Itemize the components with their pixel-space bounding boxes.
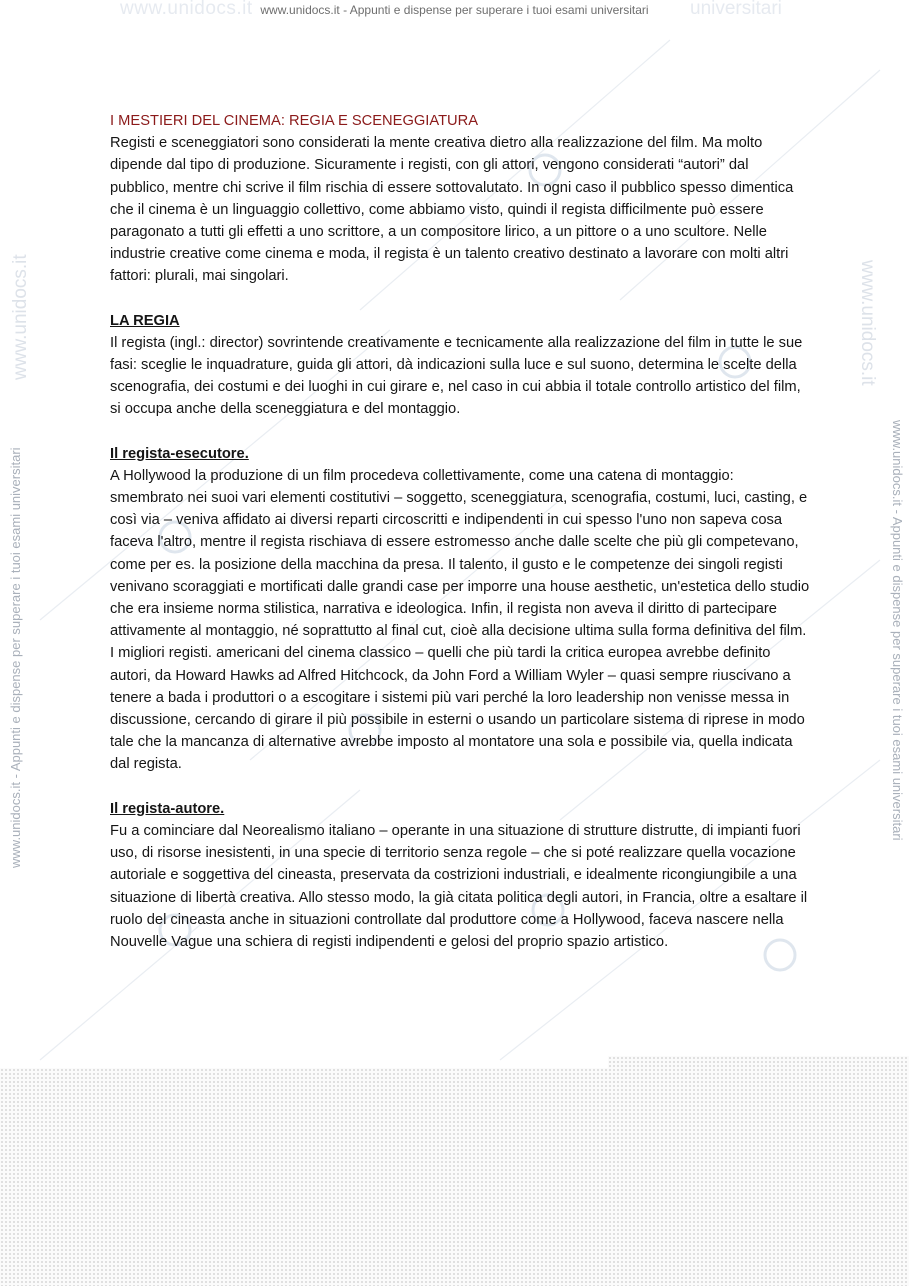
- section-heading-regista-esecutore: Il regista-esecutore.: [110, 445, 249, 462]
- intro-paragraph: Registi e sceneggiatori sono considerati la mente creativa dietro alla realizzazione del film. Ma molto dipende dal tipo di produzione. Sicuramente i registi, con gli attori, vengono considerati “autori” dal pubblico, mentre chi scrive il film rischia di essere sottovalutato. In ogni caso il pubblico spesso dimentica che il cinema è un linguaggio collettivo, come abbiamo visto, quindi il regista difficilmente può essere paragonato a tutti gli effetti a uno scrittore, a un compositore lirico, a un pittore o a uno scultore. Nelle industrie creative come cinema e moda, il regista è un talento creativo destinato a lavorare con molti altri fattori: plurali, mai singolari.: [110, 135, 794, 285]
- header-watermark-ghost-left: www.unidocs.it: [120, 0, 253, 19]
- right-watermark-ghost: www.unidocs.it: [857, 260, 878, 386]
- section-body-regista-autore: Fu a cominciare dal Neorealismo italiano – operante in una situazione di strutture distrutte, di impianti fuori uso, di risorse inesistenti, in una specie di territorio senza regole – che si poté realizzare quella vocazione autoriale e soggettiva del cineasta, preservata da costrizioni industriali, e idealmente ricongiungibile a una situazione di libertà creativa. Allo stesso modo, la già citata politica degli autori, in Francia, oltre a esaltare il ruolo del cineasta anche in situazioni controllate dal produttore come a Hollywood, faceva nascere nella Nouvelle Vague una schiera di registi indipendenti e gelosi del proprio spazio artistico.: [110, 822, 808, 950]
- section-heading-la-regia: LA REGIA: [110, 312, 180, 329]
- section-body-la-regia: Il regista (ingl.: director) sovrintende creativamente e tecnicamente alla realizzazione del film in tutte le sue fasi: sceglie le inquadrature, guida gli attori, dà indicazioni sulla luce e sul suono, determina le scelte della scenografia, dei costumi e dei luoghi in cui girare e, nel caso in cui abbia il totale controllo artistico del film, si occupa anche della sceneggiatura e del montaggio.: [110, 334, 803, 418]
- document-title: I MESTIERI DEL CINEMA: REGIA E SCENEGGIATURA: [110, 113, 479, 129]
- right-side-watermark: www.unidocs.it - Appunti e dispense per superare i tuoi esami universitari: [890, 420, 905, 841]
- preview-cover-overlay: [0, 1068, 909, 1286]
- section-body-regista-esecutore: A Hollywood la produzione di un film procedeva collettivamente, come una catena di montaggio: smembrato nei suoi vari elementi costitutivi – soggetto, sceneggiatura, scenografia, costumi, luci, casting, e così via – veniva affidato ai diversi reparti circoscritti e indipendenti in cui spesso l'uno non sapeva cosa faceva l'altro, mentre il regista rischiava di essere estromesso anche dalle scelte che più gli competevano, come per es. la posizione della macchina da presa. Il talento, il gusto e le competenze dei singoli registi venivano scoraggiati e mortificati dalle grandi case per imporre una house aesthetic, un'estetica dello studio che era insieme norma stilistica, narrativa e ideologica. Infin, il regista non aveva il diritto di partecipare attivamente al montaggio, né soprattutto al final cut, cioè alla decisione ultima sulla forma definitiva del film. I migliori registi. americani del cinema classico – quelli che più tardi la critica europea avrebbe definito autori, da Howard Hawks ad Alfred Hitchcock, da John Ford a William Wyler – quasi sempre riuscivano a tenere a bada i produttori o a escogitare i sistemi più vari perché la loro leadership non venisse messa in discussione, cercando di girare il più possibile in esterni o usando un particolare sistema di riprese in modo tale che la mancanza di alternative avrebbe imposto al montatore una sola e possibile via, quella indicata dal regista.: [110, 467, 810, 773]
- document-body: [110, 110, 810, 953]
- preview-cover-strip: [608, 1056, 909, 1068]
- left-watermark-ghost: www.unidocs.it: [10, 254, 31, 380]
- header-watermark-banner: www.unidocs.it - Appunti e dispense per superare i tuoi esami universitari: [260, 3, 649, 17]
- header-watermark-ghost-right: universitari: [690, 0, 782, 19]
- left-side-watermark: www.unidocs.it - Appunti e dispense per superare i tuoi esami universitari: [8, 447, 23, 868]
- section-heading-regista-autore: Il regista-autore.: [110, 800, 225, 817]
